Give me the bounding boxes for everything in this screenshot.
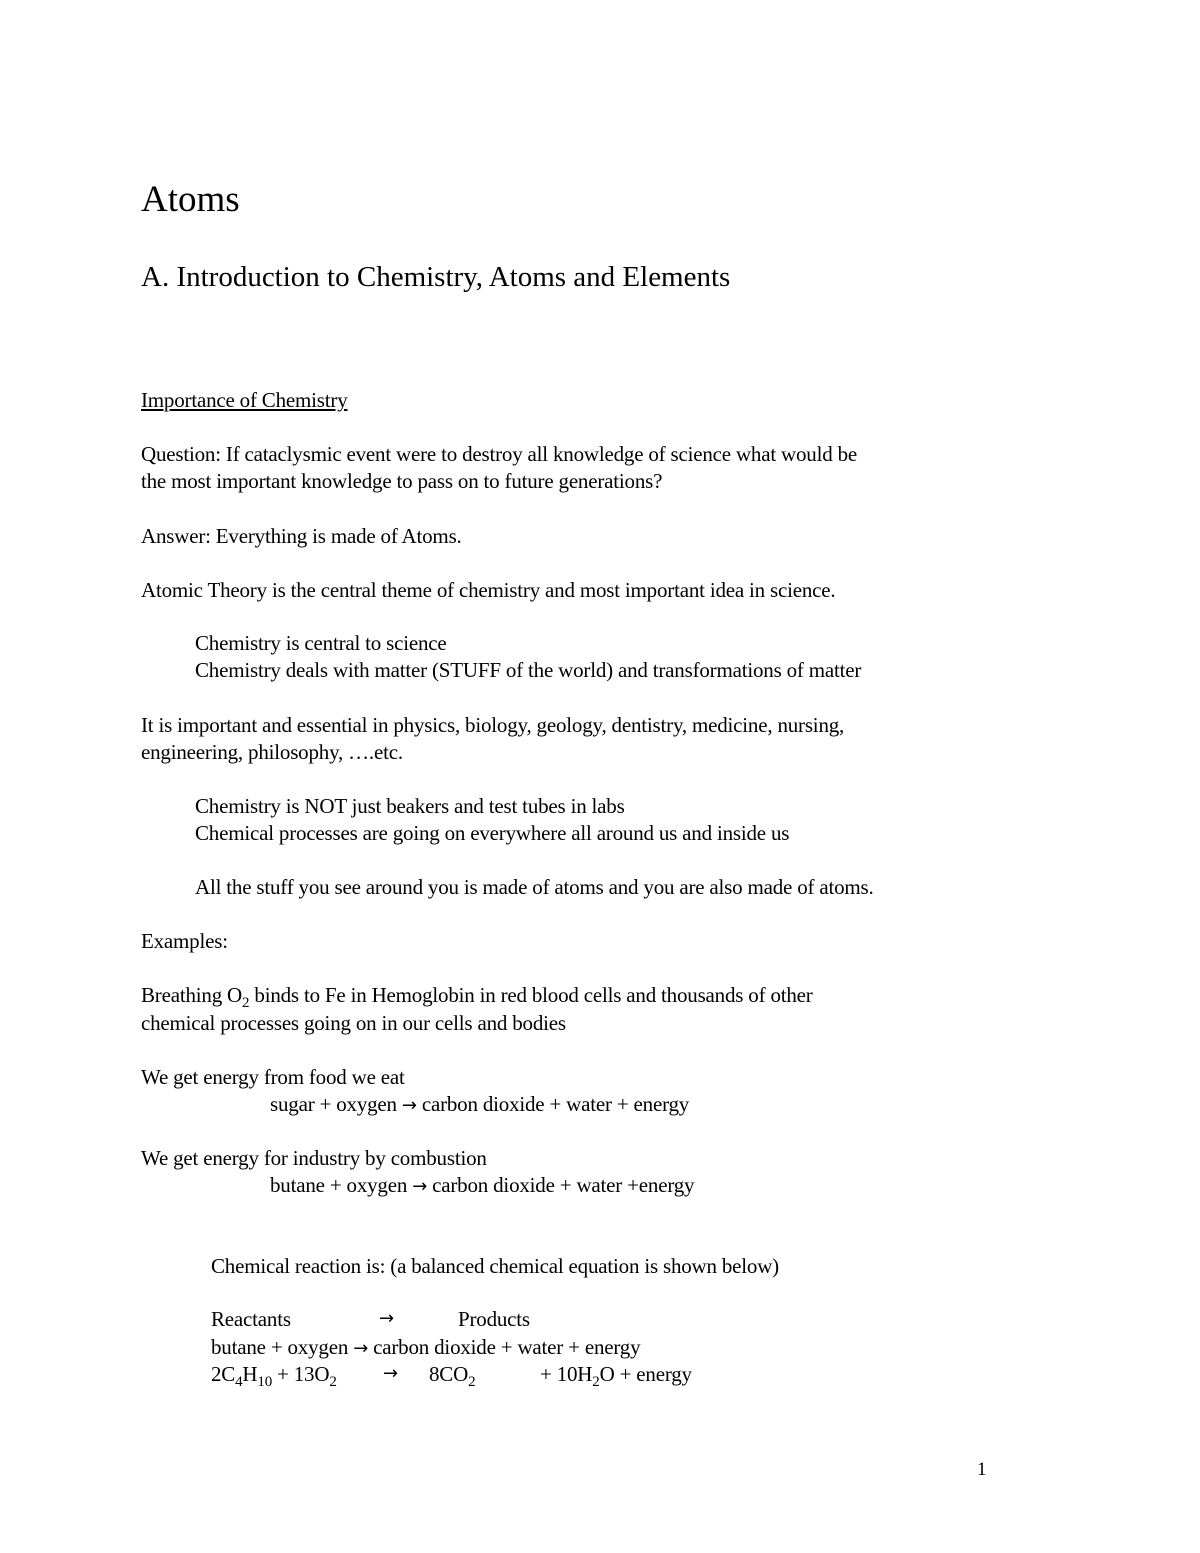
important-line-1: It is important and essential in physics, biology, geology, dentistry, medicine, nursing, (141, 713, 845, 737)
formula-water-prefix: + 10H (540, 1362, 593, 1386)
reaction-intro: Chemical reaction is: (a balanced chemical equation is shown below) (211, 1254, 779, 1278)
indent-line-central: Chemistry is central to science (195, 631, 447, 655)
question-line-1: Question: If cataclysmic event were to destroy all knowledge of science what would be (141, 442, 858, 466)
food-eq-left: sugar + oxygen (270, 1092, 402, 1116)
reaction-words (211, 1333, 640, 1363)
section-heading: A. Introduction to Chemistry, Atoms and Elements (141, 261, 731, 293)
formula-h2-subscript: 2 (592, 1374, 600, 1390)
right-arrow-icon: → (383, 1363, 398, 1384)
breathing-line-2: chemical processes going on in our cells and bodies (141, 1011, 566, 1035)
indent-line-matter: Chemistry deals with matter (STUFF of the world) and transformations of matter (195, 658, 862, 682)
right-arrow-icon: → (353, 1338, 369, 1359)
breathing-post: binds to Fe in Hemoglobin in red blood cells and thousands of other (249, 983, 813, 1007)
right-arrow-icon: → (412, 1176, 428, 1197)
breathing-line-1 (141, 981, 813, 1009)
reaction-formula (211, 1360, 811, 1390)
page-title: Atoms (141, 179, 240, 220)
industry-line: We get energy for industry by combustion (141, 1146, 487, 1170)
indent-line-processes: Chemical processes are going on everywhere all around us and inside us (195, 821, 790, 845)
industry-equation (270, 1171, 694, 1201)
examples-label: Examples: (141, 929, 228, 953)
formula-h10-subscript: 10 (257, 1374, 272, 1390)
food-equation (270, 1090, 689, 1120)
atomic-theory-text: Atomic Theory is the central theme of chemistry and most important idea in science. (141, 578, 836, 602)
formula-c4-subscript: 4 (235, 1374, 243, 1390)
breathing-o2-subscript: 2 (242, 995, 250, 1011)
right-arrow-icon: → (379, 1308, 394, 1329)
reaction-words-right: carbon dioxide + water + energy (368, 1335, 641, 1359)
formula-water-energy (540, 1360, 692, 1388)
reaction-header-row (211, 1305, 811, 1333)
formula-water-suffix: O + energy (599, 1362, 692, 1386)
formula-co2-subscript: 2 (468, 1374, 476, 1390)
food-eq-right: carbon dioxide + water + energy (416, 1092, 690, 1116)
formula-reactants (211, 1360, 337, 1388)
reaction-words-left: butane + oxygen (211, 1335, 354, 1359)
formula-h: H (242, 1362, 258, 1386)
page-number: 1 (977, 1459, 987, 1480)
indent-line-beakers: Chemistry is NOT just beakers and test tubes in labs (195, 794, 625, 818)
formula-o2-subscript: 2 (329, 1374, 337, 1390)
stuff-text: All the stuff you see around you is made of atoms and you are also made of atoms. (195, 875, 874, 899)
products-label: Products (458, 1307, 530, 1331)
important-line-2: engineering, philosophy, ….etc. (141, 740, 403, 764)
formula-co2 (429, 1360, 475, 1388)
importance-heading: Importance of Chemistry (141, 388, 348, 412)
right-arrow-icon: → (401, 1095, 417, 1116)
question-line-2: the most important knowledge to pass on to future generations? (141, 469, 663, 493)
formula-butane-prefix: 2C (211, 1362, 236, 1386)
answer-text: Answer: Everything is made of Atoms. (141, 524, 462, 548)
formula-oxygen: + 13O (272, 1362, 330, 1386)
food-line: We get energy from food we eat (141, 1065, 405, 1089)
reactants-label: Reactants (211, 1307, 291, 1331)
industry-eq-left: butane + oxygen (270, 1173, 413, 1197)
industry-eq-right: carbon dioxide + water +energy (427, 1173, 695, 1197)
formula-co2-prefix: 8CO (429, 1362, 469, 1386)
breathing-pre: Breathing O (141, 983, 243, 1007)
